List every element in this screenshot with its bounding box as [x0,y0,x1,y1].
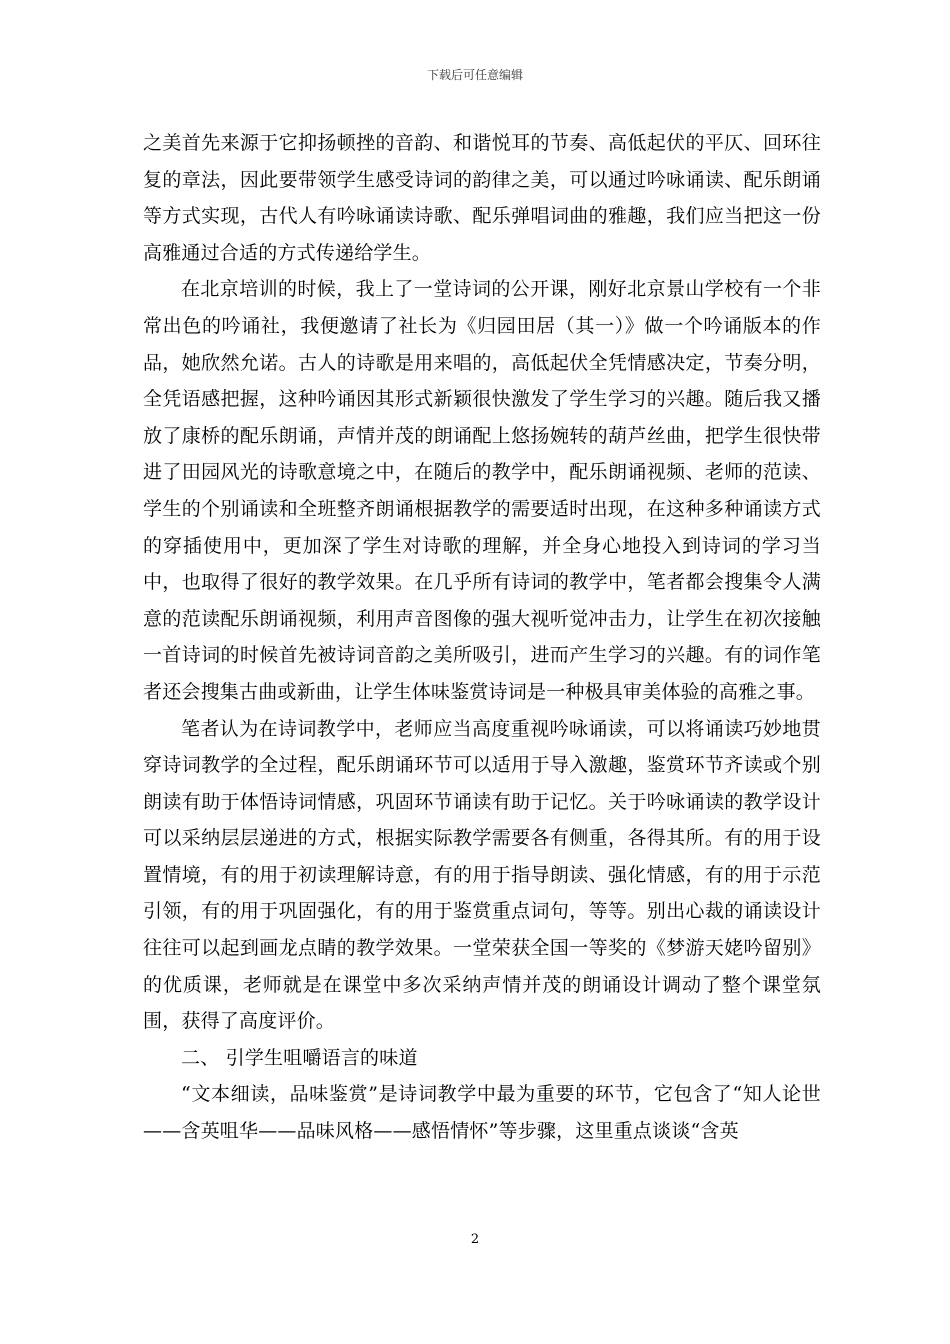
paragraph-continued: 之美首先来源于它抑扬顿挫的音韵、和谐悦耳的节奏、高低起伏的平仄、回环往复的章法，因此要带领学生感受诗词的韵律之美，可以通过吟咏诵读、配乐朗诵等方式实现，古代人有吟咏诵读诗歌、配乐弹唱词曲的雅趣，我们应当把这一份高雅通过合适的方式传递给学生。 [143,132,821,264]
paragraph-text-reading: “文本细读，品味鉴赏”是诗词教学中最为重要的环节，它包含了“知人论世——含英咀华——品味风格——感悟情怀”等步骤，这里重点谈谈“含英 [143,1083,821,1143]
page-header: 下载后可任意编辑 [426,68,523,82]
paragraph-beijing-lesson: 在北京培训的时候，我上了一堂诗词的公开课，刚好北京景山学校有一个非常出色的吟诵社，我便邀请了社长为《归园田居（其一）》做一个吟诵版本的作品，她欣然允诺。古人的诗歌是用来唱的，高低起伏全凭情感决定，节奏分明，全凭语感把握，这种吟诵因其形式新颖很快激发了学生学习的兴趣。随后我又播放了康桥的配乐朗诵，声情并茂的朗诵配上悠扬婉转的葫芦丝曲，把学生很快带进了田园风光的诗歌意境之中，在随后的教学中，配乐朗诵视频、老师的范读、学生的个别诵读和全班整齐朗诵根据教学的需要适时出现，在这种多种诵读方式的穿插使用中，更加深了学生对诗歌的理解，并全身心地投入到诗词的学习当中，也取得了很好的教学效果。在几乎所有诗词的教学中，笔者都会搜集令人满意的范读配乐朗诵视频，利用声音图像的强大视听觉冲击力，让学生在初次接触一首诗词的时候首先被诗词音韵之美所吸引，进而产生学习的兴趣。有的词作笔者还会搜集古曲或新曲，让学生体味鉴赏诗词是一种极具审美体验的高雅之事。 [143,278,821,703]
document-body [143,125,821,1150]
paragraph-recitation-design: 笔者认为在诗词教学中，老师应当高度重视吟咏诵读，可以将诵读巧妙地贯穿诗词教学的全过程，配乐朗诵环节可以适用于导入激趣，鉴赏环节齐读或个别朗读有助于体悟诗词情感，巩固环节诵读有助于记忆。关于吟咏诵读的教学设计可以采纳层层递进的方式，根据实际教学需要各有侧重，各得其所。有的用于设置情境，有的用于初读理解诗意，有的用于指导朗读、强化情感，有的用于示范引领，有的用于巩固强化，有的用于鉴赏重点词句，等等。别出心裁的诵读设计往往可以起到画龙点睛的教学效果。一堂荣获全国一等奖的《梦游天姥吟留别》的优质课，老师就是在课堂中多次采纳声情并茂的朗诵设计调动了整个课堂氛围，获得了高度评价。 [143,717,821,1033]
page-number: 2 [470,1232,480,1247]
section-heading: 二、 引学生咀嚼语言的味道 [181,1046,418,1069]
